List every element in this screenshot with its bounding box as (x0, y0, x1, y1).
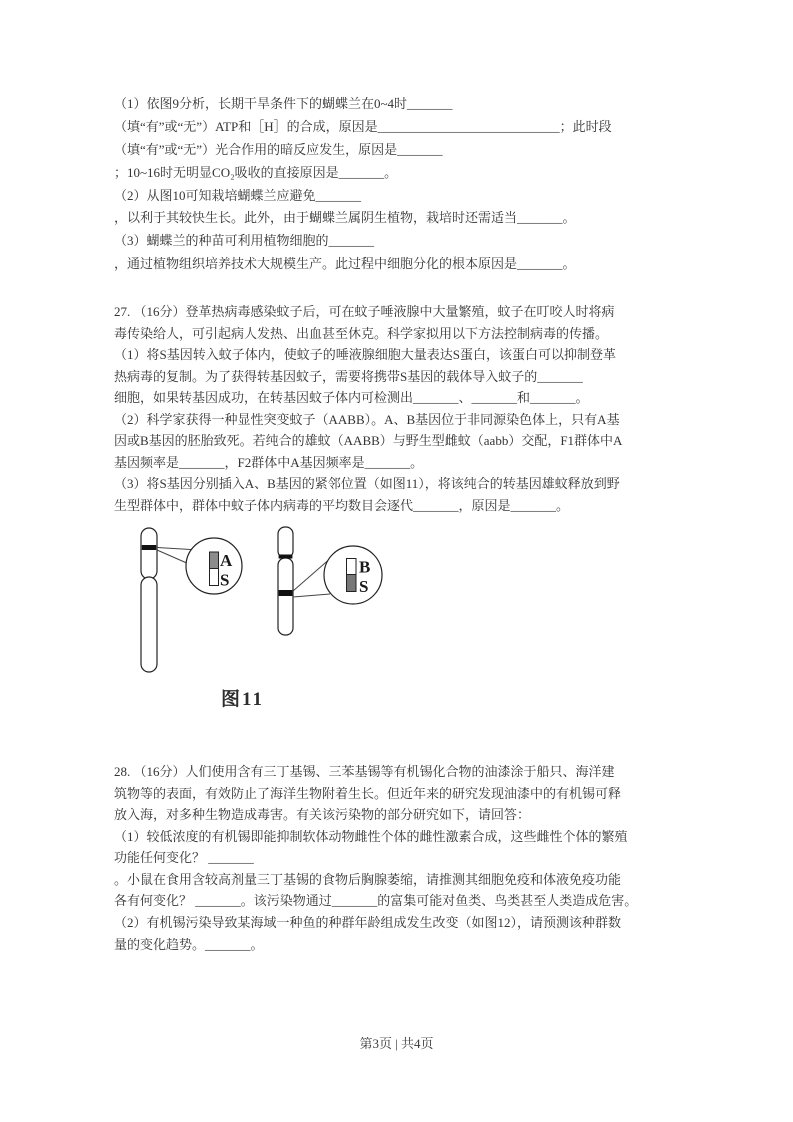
q26-line: ，以利于其较快生长。此外，由于蝴蝶兰属阴生植物，栽培时还需适当_______。 (114, 210, 576, 225)
q28-line: 量的变化趋势。_______。 (114, 937, 264, 952)
q28-line: 放入海，对多种生物造成毒害。有关该污染物的部分研究如下，请回答： (114, 807, 531, 822)
gene-label-s: S (220, 570, 230, 590)
q27-line: 毒传染给人，可引起病人发热、出血甚至休克。科学家拟用以下方法控制病毒的传播。 (114, 326, 609, 341)
callout-line (157, 550, 189, 564)
q27-line: 基因频率是_______，F2群体中A基因频率是_______。 (114, 455, 424, 470)
page-number-footer: 第3页 | 共4页 (359, 1036, 434, 1051)
q27-line: 因或B基因的胚胎致死。若纯合的雄蚊（AABB）与野生型雌蚊（aabb）交配，F1群体中A (114, 433, 623, 448)
q28-line: 功能任何变化？ _______ (114, 850, 254, 865)
gene-inset-a (186, 538, 242, 594)
q28-line: 28. （16分）人们使用含有三丁基锡、三苯基锡等有机锡化合物的油漆涂于船只、海洋建 (114, 764, 615, 779)
q26-line: ；10~16时无明显CO₂吸收的直接原因是_______。 (114, 165, 398, 180)
chromosome-b-icon (278, 527, 332, 635)
gene-band-icon (279, 590, 293, 596)
q26-line: （2）从图10可知栽培蝴蝶兰应避免_______ (114, 188, 362, 203)
q28-line: 。小鼠在食用含较高剂量三丁基锡的食物后胸腺萎缩，请推测其细胞免疫和体液免疫功能 (114, 872, 622, 887)
callout-line (293, 594, 330, 597)
chromosome-a-icon (141, 528, 199, 672)
gene-label-a: A (220, 551, 233, 570)
figure11-caption: 图11 (221, 689, 264, 710)
q27-line: 细胞，如果转基因成功，在转基因蚊子体内可检测出_______、_______和_______。 (114, 390, 589, 405)
q27-line: 生型群体中，群体中蚊子体内病毒的平均数目会逐代_______，原因是_______。 (114, 498, 570, 513)
centromere-band-icon (279, 555, 293, 559)
q27-line: （3）将S基因分别插入A、B基因的紧邻位置（如图11），将该纯合的转基因雄蚊释放到野 (114, 476, 620, 491)
q28-line: （1）较低浓度的有机锡即能抑制软体动物雌性个体的雌性激素合成，这些雌性个体的繁殖 (114, 829, 628, 844)
q26-line: （填“有”或“无”）ATP和［H］的合成，原因是____________________________；此时段 (114, 119, 612, 134)
q27-line: 热病毒的复制。为了获得转基因蚊子，需要将携带S基因的载体导入蚊子的_______ (114, 369, 583, 384)
q28-line: 各有何变化？ _______。该污染物通过_______的富集可能对鱼类、鸟类甚至人类造成危害。 (114, 893, 638, 908)
q27-line: （2）科学家获得一种显性突变蚊子（AABB）。A、B基因位于非同源染色体上，只有A基 (114, 412, 620, 427)
q28-line: （2）有机锡污染导致某海域一种鱼的种群年龄组成发生改变（如图12），请预测该种群数 (114, 915, 622, 930)
q28-line: 筑物等的表面，有效防止了海洋生物附着生长。但近年来的研究发现油漆中的有机锡可释 (114, 786, 622, 801)
q27-line: （1）将S基因转入蚊子体内，使蚊子的唾液腺细胞大量表达S蛋白，该蛋白可以抑制登革 (114, 347, 616, 362)
q26-line: （填“有”或“无”）光合作用的暗反应发生，原因是_______ (114, 142, 443, 157)
q26-line: ，通过植物组织培养技术大规模生产。此过程中细胞分化的根本原因是_______。 (114, 256, 576, 271)
gene-band-icon (142, 545, 156, 550)
q27-line: 27. （16分）登革热病毒感染蚊子后，可在蚊子唾液腺中大量繁殖，蚊子在叮咬人时将病 (114, 304, 615, 319)
gene-label-s: S (359, 577, 369, 596)
gene-label-b: B (359, 557, 371, 577)
gene-inset-b (324, 546, 382, 604)
q26-line: （1）依图9分析，长期干旱条件下的蝴蝶兰在0~4时_______ (114, 96, 453, 111)
q26-line: （3）蝴蝶兰的种苗可利用植物细胞的_______ (114, 233, 375, 248)
